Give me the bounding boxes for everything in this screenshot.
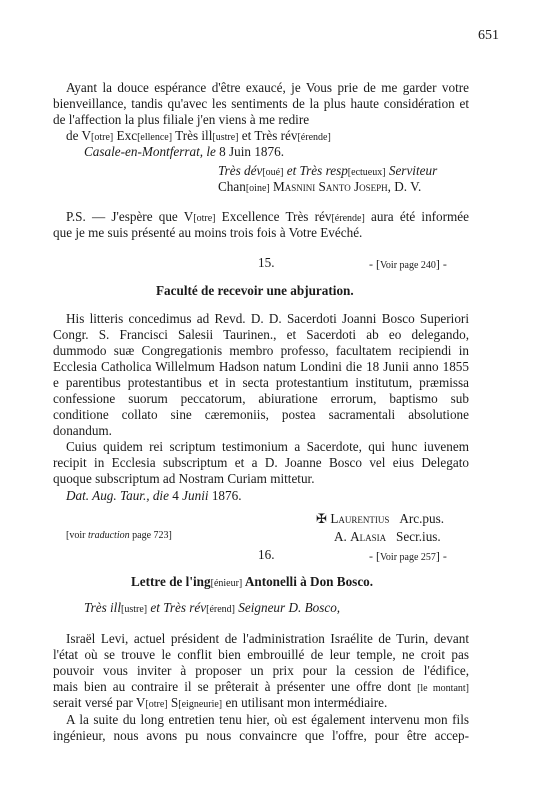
section-15-para1-line-6: confessione suorum peccatorum, abiuratione errorum, baptismo sub [53,391,469,406]
section-16-number: 16. [258,547,275,562]
section-15-signer-1: ✠ Laurentius Arc.pus. [316,511,444,526]
letter-place-date: Casale-en-Montferrat, le 8 Juin 1876. [84,144,284,159]
section-15-para1-line-1: His litteris concedimus ad Revd. D. D. Sacerdoti Joanni Bosco Superiori [66,311,469,326]
section-15-title: Faculté de recevoir une abjuration. [156,283,354,298]
section-15-para2-line-2: recipit in Ecclesia subscriptum et a D. Joanne Bosco vel eius Delegato [53,455,469,470]
section-16-title: Lettre de l'ing[énieur] Antonelli à Don Bosco. [131,574,374,589]
letter-line-1: Ayant la douce espérance d'être exaucé, je Vous prie de me garder votre [66,80,469,95]
section-15-page-ref: - [Voir page 240] - [369,257,447,271]
section-16-para2-line-1: A la suite du long entretien tenu hier, où est également intervenu mon fils [66,712,469,727]
section-15-para1-line-5: e parentibus protestantibus et in secta protestantium institutum, præmissa [53,375,469,390]
letter-line-3: de l'affection la plus filiale j'en viens à me redire [53,112,310,127]
section-16-para2-line-2: ingénieur, nous avons pu nous convaincre que l'offre, pour être accep- [53,728,469,743]
section-15-para1-line-8: donandum. [53,423,112,438]
letter-closing: de V[otre] Exc[ellence] Très ill[ustre] et Très rév[érende] [66,128,331,143]
section-16-salutation: Très ill[ustre] et Très rév[érend] Seigneur D. Bosco, [84,600,341,615]
section-15-para1-line-4: Ecclesia Catholica Willelmum Hadson natum Londini die 18 Junii anno 1855 [53,359,469,374]
section-16-para1-line-4: mais bien au contraire il se prêterait à présenter une offre dont [le montant] [53,679,469,694]
section-15-date: Dat. Aug. Taur., die 4 Junii 1876. [66,488,242,503]
letter-signature-line-2: Chan[oine] Masnini Santo Joseph, D. V. [218,179,422,194]
section-16-para1-line-2: l'état où se trouve le conflit bien embrouillé de leur temple, ne croit pas [53,647,469,662]
section-15-translation-ref: [voir traduction page 723] [66,530,172,541]
section-16-page-ref: - [Voir page 257] - [369,549,447,563]
section-16-para1-line-5: serait versé par V[otre] S[eigneurie] en utilisant mon intermédiaire. [53,695,388,710]
section-15-signer-2: A. Alasia Secr.ius. [334,529,441,544]
section-15-number: 15. [258,255,275,270]
section-15-para1-line-7: conditione collato sine cæremoniis, postea sacramentali absolutione [53,407,469,422]
section-15-para2-line-3: quoque subscriptum ad Nostram Curiam mittetur. [53,471,315,486]
page-number: 651 [478,28,499,43]
section-16-para1-line-1: Israël Levi, actuel président de l'administration Israélite de Turin, devant [66,631,469,646]
postscript-line-1: P.S. — J'espère que V[otre] Excellence Très rév[érende] aura été informée [66,209,470,224]
section-15-para1-line-3: dummodo suæ Congregationis membro professo, facultatem recipiendi in [53,343,469,358]
section-15-para1-line-2: Congr. S. Francisci Salesii Taurinen., et Sacerdoti ab eo delegando, [53,327,469,342]
postscript-line-2: que je me suis présenté au moins trois fois à Votre Evéché. [53,225,363,240]
section-16-para1-line-3: pouvoir vous inviter à proposer un prix pour la cession de l'édifice, [53,663,469,678]
letter-signature-line-1: Très dév[oué] et Très resp[ectueux] Serviteur [218,163,438,178]
section-15-para2-line-1: Cuius quidem rei scriptum testimonium a Sacerdote, qui hunc iuvenem [66,439,469,454]
letter-line-2: bienveillance, tandis qu'avec les sentiments de la plus haute considération et [53,96,469,111]
cross-icon: ✠ [316,511,328,526]
